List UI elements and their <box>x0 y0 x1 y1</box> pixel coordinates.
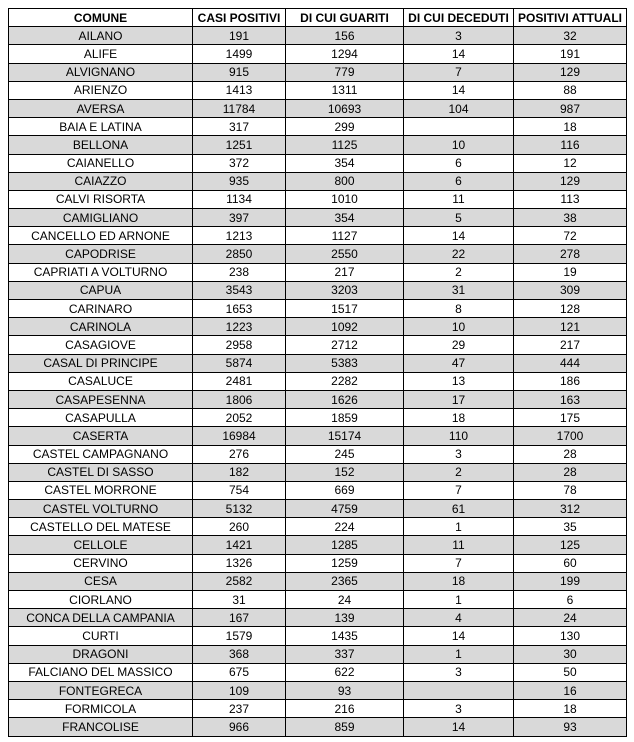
positivi-attuali-cell: 28 <box>514 445 627 463</box>
positivi-attuali-cell: 121 <box>514 318 627 336</box>
column-header-casi-positivi: CASI POSITIVI <box>193 9 286 27</box>
deceduti-cell: 110 <box>404 427 514 445</box>
guariti-cell: 1517 <box>286 300 404 318</box>
table-row <box>9 45 627 63</box>
comune-cell: CARINOLA <box>9 318 193 336</box>
table-row <box>9 263 627 281</box>
deceduti-cell: 1 <box>404 518 514 536</box>
positivi-attuali-cell: 125 <box>514 536 627 554</box>
casi-positivi-cell: 754 <box>193 481 286 499</box>
comune-cell: CASTEL MORRONE <box>9 481 193 499</box>
casi-positivi-cell: 2850 <box>193 245 286 263</box>
covid-cases-table <box>8 8 627 737</box>
table-row <box>9 500 627 518</box>
positivi-attuali-cell: 19 <box>514 263 627 281</box>
casi-positivi-cell: 1421 <box>193 536 286 554</box>
casi-positivi-cell: 109 <box>193 681 286 699</box>
guariti-cell: 217 <box>286 263 404 281</box>
casi-positivi-cell: 935 <box>193 172 286 190</box>
deceduti-cell: 14 <box>404 718 514 736</box>
positivi-attuali-cell: 6 <box>514 591 627 609</box>
deceduti-cell: 5 <box>404 209 514 227</box>
comune-cell: ALVIGNANO <box>9 63 193 81</box>
comune-cell: CAIANELLO <box>9 154 193 172</box>
guariti-cell: 24 <box>286 591 404 609</box>
guariti-cell: 15174 <box>286 427 404 445</box>
positivi-attuali-cell: 130 <box>514 627 627 645</box>
table-row <box>9 354 627 372</box>
casi-positivi-cell: 237 <box>193 700 286 718</box>
casi-positivi-cell: 1499 <box>193 45 286 63</box>
guariti-cell: 1127 <box>286 227 404 245</box>
table-row <box>9 427 627 445</box>
deceduti-cell: 3 <box>404 27 514 45</box>
table-row <box>9 663 627 681</box>
positivi-attuali-cell: 78 <box>514 481 627 499</box>
table-row <box>9 300 627 318</box>
casi-positivi-cell: 5132 <box>193 500 286 518</box>
positivi-attuali-cell: 116 <box>514 136 627 154</box>
table-row <box>9 245 627 263</box>
comune-cell: CALVI RISORTA <box>9 190 193 208</box>
casi-positivi-cell: 1223 <box>193 318 286 336</box>
table-row <box>9 609 627 627</box>
table-row <box>9 536 627 554</box>
comune-cell: CASTELLO DEL MATESE <box>9 518 193 536</box>
positivi-attuali-cell: 60 <box>514 554 627 572</box>
comune-cell: DRAGONI <box>9 645 193 663</box>
casi-positivi-cell: 182 <box>193 463 286 481</box>
comune-cell: CAIAZZO <box>9 172 193 190</box>
guariti-cell: 3203 <box>286 281 404 299</box>
guariti-cell: 859 <box>286 718 404 736</box>
deceduti-cell: 2 <box>404 463 514 481</box>
table-row <box>9 627 627 645</box>
table-row <box>9 81 627 99</box>
table-row <box>9 318 627 336</box>
guariti-cell: 10693 <box>286 99 404 117</box>
comune-cell: CASERTA <box>9 427 193 445</box>
table-row <box>9 390 627 408</box>
casi-positivi-cell: 2481 <box>193 372 286 390</box>
comune-cell: CURTI <box>9 627 193 645</box>
positivi-attuali-cell: 28 <box>514 463 627 481</box>
deceduti-cell <box>404 681 514 699</box>
guariti-cell: 622 <box>286 663 404 681</box>
table-row <box>9 281 627 299</box>
table-row <box>9 572 627 590</box>
deceduti-cell: 14 <box>404 627 514 645</box>
casi-positivi-cell: 915 <box>193 63 286 81</box>
casi-positivi-cell: 2958 <box>193 336 286 354</box>
table-row <box>9 27 627 45</box>
guariti-cell: 2282 <box>286 372 404 390</box>
guariti-cell: 156 <box>286 27 404 45</box>
comune-cell: CASAPESENNA <box>9 390 193 408</box>
table-row <box>9 554 627 572</box>
casi-positivi-cell: 260 <box>193 518 286 536</box>
positivi-attuali-cell: 35 <box>514 518 627 536</box>
deceduti-cell: 29 <box>404 336 514 354</box>
positivi-attuali-cell: 32 <box>514 27 627 45</box>
guariti-cell: 2365 <box>286 572 404 590</box>
guariti-cell: 2550 <box>286 245 404 263</box>
positivi-attuali-cell: 16 <box>514 681 627 699</box>
comune-cell: CAPRIATI A VOLTURNO <box>9 263 193 281</box>
deceduti-cell: 14 <box>404 227 514 245</box>
positivi-attuali-cell: 18 <box>514 700 627 718</box>
positivi-attuali-cell: 72 <box>514 227 627 245</box>
table-row <box>9 172 627 190</box>
comune-cell: CAPODRISE <box>9 245 193 263</box>
comune-cell: CASAL DI PRINCIPE <box>9 354 193 372</box>
guariti-cell: 1859 <box>286 409 404 427</box>
casi-positivi-cell: 317 <box>193 118 286 136</box>
casi-positivi-cell: 191 <box>193 27 286 45</box>
deceduti-cell: 3 <box>404 663 514 681</box>
table-row <box>9 645 627 663</box>
positivi-attuali-cell: 38 <box>514 209 627 227</box>
table-row <box>9 154 627 172</box>
casi-positivi-cell: 2582 <box>193 572 286 590</box>
table-row <box>9 372 627 390</box>
table-row <box>9 518 627 536</box>
comune-cell: CONCA DELLA CAMPANIA <box>9 609 193 627</box>
casi-positivi-cell: 966 <box>193 718 286 736</box>
deceduti-cell: 4 <box>404 609 514 627</box>
positivi-attuali-cell: 129 <box>514 172 627 190</box>
guariti-cell: 669 <box>286 481 404 499</box>
positivi-attuali-cell: 217 <box>514 336 627 354</box>
comune-cell: CASAPULLA <box>9 409 193 427</box>
casi-positivi-cell: 276 <box>193 445 286 463</box>
table-row <box>9 591 627 609</box>
positivi-attuali-cell: 18 <box>514 118 627 136</box>
deceduti-cell: 3 <box>404 445 514 463</box>
casi-positivi-cell: 1653 <box>193 300 286 318</box>
table-row <box>9 118 627 136</box>
positivi-attuali-cell: 1700 <box>514 427 627 445</box>
comune-cell: AILANO <box>9 27 193 45</box>
deceduti-cell: 14 <box>404 81 514 99</box>
guariti-cell: 1294 <box>286 45 404 63</box>
positivi-attuali-cell: 113 <box>514 190 627 208</box>
table-row <box>9 409 627 427</box>
guariti-cell: 337 <box>286 645 404 663</box>
guariti-cell: 224 <box>286 518 404 536</box>
casi-positivi-cell: 238 <box>193 263 286 281</box>
guariti-cell: 800 <box>286 172 404 190</box>
comune-cell: FRANCOLISE <box>9 718 193 736</box>
comune-cell: CAMIGLIANO <box>9 209 193 227</box>
positivi-attuali-cell: 186 <box>514 372 627 390</box>
deceduti-cell: 11 <box>404 536 514 554</box>
table-row <box>9 700 627 718</box>
column-header-comune: COMUNE <box>9 9 193 27</box>
table-row <box>9 336 627 354</box>
deceduti-cell: 22 <box>404 245 514 263</box>
guariti-cell: 4759 <box>286 500 404 518</box>
comune-cell: CAPUA <box>9 281 193 299</box>
comune-cell: CASAGIOVE <box>9 336 193 354</box>
table-row <box>9 209 627 227</box>
guariti-cell: 5383 <box>286 354 404 372</box>
table-row <box>9 227 627 245</box>
guariti-cell: 354 <box>286 154 404 172</box>
column-header-guariti: DI CUI GUARITI <box>286 9 404 27</box>
deceduti-cell: 14 <box>404 45 514 63</box>
deceduti-cell: 7 <box>404 481 514 499</box>
casi-positivi-cell: 397 <box>193 209 286 227</box>
table-row <box>9 481 627 499</box>
casi-positivi-cell: 31 <box>193 591 286 609</box>
deceduti-cell: 6 <box>404 154 514 172</box>
positivi-attuali-cell: 278 <box>514 245 627 263</box>
deceduti-cell: 7 <box>404 554 514 572</box>
positivi-attuali-cell: 30 <box>514 645 627 663</box>
table-row <box>9 445 627 463</box>
comune-cell: AVERSA <box>9 99 193 117</box>
positivi-attuali-cell: 199 <box>514 572 627 590</box>
column-header-deceduti: DI CUI DECEDUTI <box>404 9 514 27</box>
comune-cell: BAIA E LATINA <box>9 118 193 136</box>
table-row <box>9 718 627 736</box>
casi-positivi-cell: 368 <box>193 645 286 663</box>
table-row <box>9 681 627 699</box>
casi-positivi-cell: 1134 <box>193 190 286 208</box>
comune-cell: CASALUCE <box>9 372 193 390</box>
positivi-attuali-cell: 12 <box>514 154 627 172</box>
deceduti-cell: 13 <box>404 372 514 390</box>
comune-cell: ALIFE <box>9 45 193 63</box>
positivi-attuali-cell: 175 <box>514 409 627 427</box>
positivi-attuali-cell: 88 <box>514 81 627 99</box>
comune-cell: CARINARO <box>9 300 193 318</box>
comune-cell: CASTEL CAMPAGNANO <box>9 445 193 463</box>
casi-positivi-cell: 16984 <box>193 427 286 445</box>
positivi-attuali-cell: 444 <box>514 354 627 372</box>
deceduti-cell: 61 <box>404 500 514 518</box>
table-row <box>9 99 627 117</box>
comune-cell: CIORLANO <box>9 591 193 609</box>
guariti-cell: 779 <box>286 63 404 81</box>
casi-positivi-cell: 5874 <box>193 354 286 372</box>
guariti-cell: 1010 <box>286 190 404 208</box>
guariti-cell: 152 <box>286 463 404 481</box>
guariti-cell: 216 <box>286 700 404 718</box>
positivi-attuali-cell: 163 <box>514 390 627 408</box>
casi-positivi-cell: 2052 <box>193 409 286 427</box>
positivi-attuali-cell: 129 <box>514 63 627 81</box>
casi-positivi-cell: 1251 <box>193 136 286 154</box>
casi-positivi-cell: 1213 <box>193 227 286 245</box>
deceduti-cell: 2 <box>404 263 514 281</box>
guariti-cell: 299 <box>286 118 404 136</box>
casi-positivi-cell: 1806 <box>193 390 286 408</box>
positivi-attuali-cell: 312 <box>514 500 627 518</box>
guariti-cell: 245 <box>286 445 404 463</box>
table-row <box>9 136 627 154</box>
guariti-cell: 1125 <box>286 136 404 154</box>
guariti-cell: 139 <box>286 609 404 627</box>
positivi-attuali-cell: 987 <box>514 99 627 117</box>
deceduti-cell: 8 <box>404 300 514 318</box>
comune-cell: FALCIANO DEL MASSICO <box>9 663 193 681</box>
deceduti-cell: 17 <box>404 390 514 408</box>
positivi-attuali-cell: 128 <box>514 300 627 318</box>
guariti-cell: 93 <box>286 681 404 699</box>
deceduti-cell: 104 <box>404 99 514 117</box>
guariti-cell: 1435 <box>286 627 404 645</box>
header-row <box>9 9 627 27</box>
deceduti-cell: 6 <box>404 172 514 190</box>
guariti-cell: 1092 <box>286 318 404 336</box>
casi-positivi-cell: 1579 <box>193 627 286 645</box>
table-row <box>9 63 627 81</box>
casi-positivi-cell: 1326 <box>193 554 286 572</box>
column-header-positivi-attuali: POSITIVI ATTUALI <box>514 9 627 27</box>
deceduti-cell: 18 <box>404 409 514 427</box>
comune-cell: CASTEL DI SASSO <box>9 463 193 481</box>
casi-positivi-cell: 11784 <box>193 99 286 117</box>
positivi-attuali-cell: 50 <box>514 663 627 681</box>
casi-positivi-cell: 1413 <box>193 81 286 99</box>
casi-positivi-cell: 675 <box>193 663 286 681</box>
deceduti-cell: 18 <box>404 572 514 590</box>
deceduti-cell: 10 <box>404 136 514 154</box>
deceduti-cell <box>404 118 514 136</box>
comune-cell: CANCELLO ED ARNONE <box>9 227 193 245</box>
deceduti-cell: 3 <box>404 700 514 718</box>
casi-positivi-cell: 3543 <box>193 281 286 299</box>
comune-cell: FONTEGRECA <box>9 681 193 699</box>
deceduti-cell: 1 <box>404 645 514 663</box>
deceduti-cell: 11 <box>404 190 514 208</box>
casi-positivi-cell: 372 <box>193 154 286 172</box>
casi-positivi-cell: 167 <box>193 609 286 627</box>
deceduti-cell: 1 <box>404 591 514 609</box>
positivi-attuali-cell: 93 <box>514 718 627 736</box>
guariti-cell: 1285 <box>286 536 404 554</box>
guariti-cell: 1259 <box>286 554 404 572</box>
comune-cell: CASTEL VOLTURNO <box>9 500 193 518</box>
deceduti-cell: 47 <box>404 354 514 372</box>
table-row <box>9 190 627 208</box>
positivi-attuali-cell: 191 <box>514 45 627 63</box>
comune-cell: FORMICOLA <box>9 700 193 718</box>
comune-cell: ARIENZO <box>9 81 193 99</box>
guariti-cell: 354 <box>286 209 404 227</box>
guariti-cell: 2712 <box>286 336 404 354</box>
table-container <box>8 8 627 737</box>
comune-cell: CESA <box>9 572 193 590</box>
deceduti-cell: 31 <box>404 281 514 299</box>
deceduti-cell: 7 <box>404 63 514 81</box>
positivi-attuali-cell: 24 <box>514 609 627 627</box>
comune-cell: CELLOLE <box>9 536 193 554</box>
table-row <box>9 463 627 481</box>
comune-cell: BELLONA <box>9 136 193 154</box>
guariti-cell: 1311 <box>286 81 404 99</box>
table-body <box>9 27 627 736</box>
comune-cell: CERVINO <box>9 554 193 572</box>
positivi-attuali-cell: 309 <box>514 281 627 299</box>
deceduti-cell: 10 <box>404 318 514 336</box>
guariti-cell: 1626 <box>286 390 404 408</box>
